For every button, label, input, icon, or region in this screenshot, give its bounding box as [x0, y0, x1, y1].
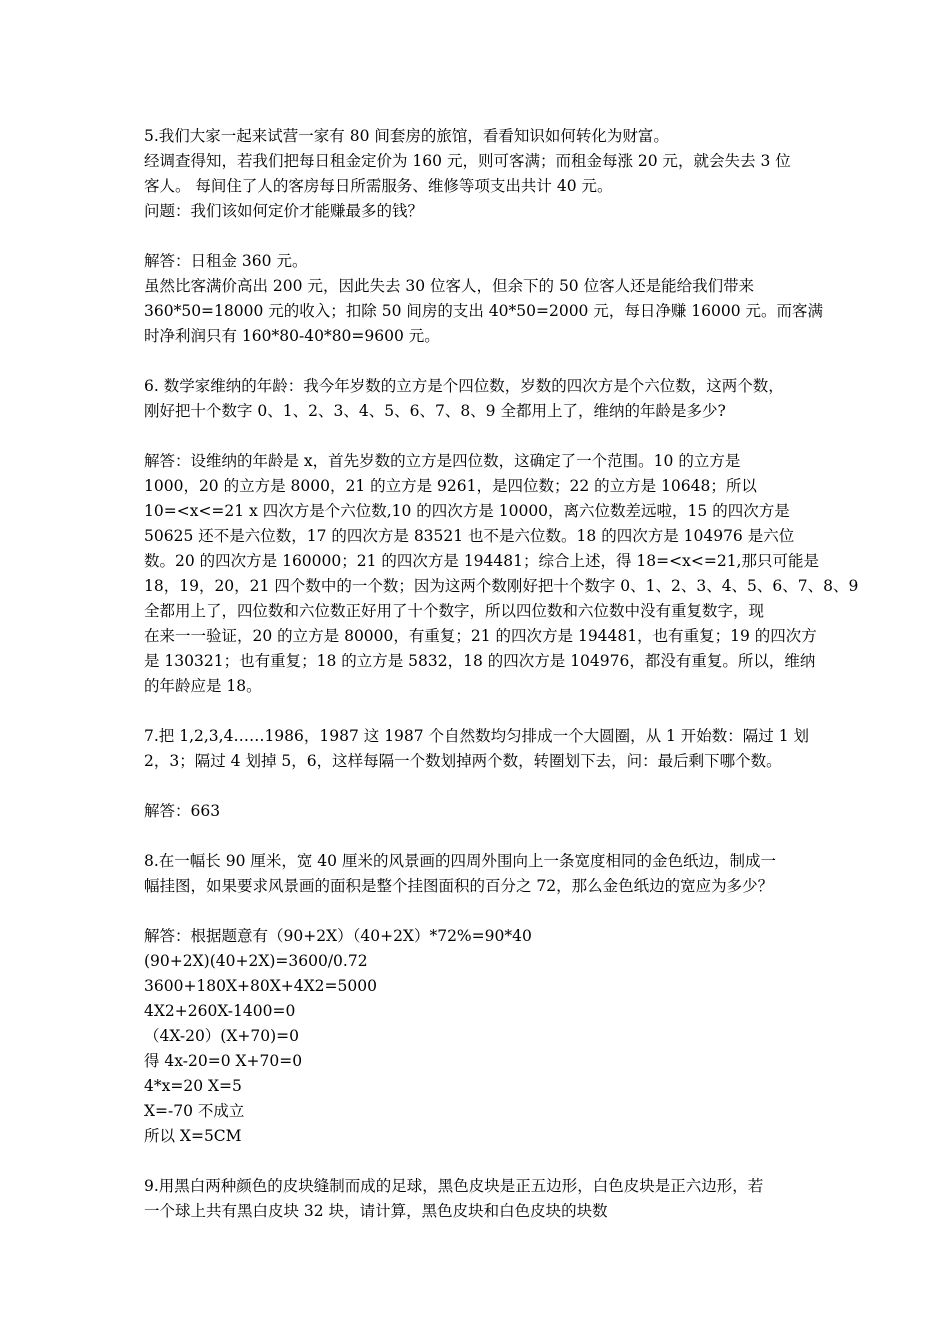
- text-line: 7.把 1,2,3,4……1986，1987 这 1987 个自然数均匀排成一个大圆圈，从 1 开始数：隔过 1 划: [144, 727, 809, 745]
- text-line: 解答：根据题意有（90+2X）（40+2X）*72%=90*40: [144, 927, 532, 945]
- blank-line: [144, 824, 814, 849]
- text-line: 4X2+260X-1400=0: [144, 1002, 296, 1020]
- text-line: 刚好把十个数字 0、1、2、3、4、5、6、7、8、9 全都用上了，维纳的年龄是多少?: [144, 402, 726, 420]
- text-line: 1000，20 的立方是 8000，21 的立方是 9261，是四位数；22 的立方是 10648；所以: [144, 477, 757, 495]
- text-line: 的年龄应是 18。: [144, 677, 262, 695]
- text-line: 是 130321；也有重复；18 的立方是 5832，18 的四次方是 104976，都没有重复。所以，维纳: [144, 652, 816, 670]
- blank-line: [144, 899, 814, 924]
- text-line: 18，19，20，21 四个数中的一个数；因为这两个数刚好把十个数字 0、1、2、3、4、5、6、7、8、9: [144, 577, 859, 595]
- text-line: 6. 数学家维纳的年龄：我今年岁数的立方是个四位数，岁数的四次方是个六位数，这两个数，: [144, 377, 784, 395]
- blank-line: [144, 774, 814, 799]
- text-line: 一个球上共有黑白皮块 32 块，请计算，黑色皮块和白色皮块的块数: [144, 1202, 608, 1220]
- document-body: [144, 124, 859, 1224]
- text-line: X=-70 不成立: [144, 1102, 245, 1120]
- text-line: 所以 X=5CM: [144, 1127, 242, 1145]
- text-line: 问题：我们该如何定价才能赚最多的钱？: [144, 202, 424, 220]
- text-line: 客人。 每间住了人的客房每日所需服务、维修等项支出共计 40 元。: [144, 177, 613, 195]
- text-line: 在来一一验证，20 的立方是 80000，有重复；21 的四次方是 194481，也有重复；19 的四次方: [144, 627, 817, 645]
- blank-line: [144, 1149, 814, 1174]
- text-line: 解答：日租金 360 元。: [144, 252, 308, 270]
- blank-line: [144, 699, 814, 724]
- text-line: 时净利润只有 160*80-40*80=9600 元。: [144, 327, 440, 345]
- text-line: 360*50=18000 元的收入；扣除 50 间房的支出 40*50=2000 元，每日净赚 16000 元。而客满: [144, 302, 824, 320]
- text-line: 4*x=20 X=5: [144, 1077, 242, 1095]
- text-line: 解答：设维纳的年龄是 x，首先岁数的立方是四位数，这确定了一个范围。10 的立方是: [144, 452, 741, 470]
- text-line: 幅挂图，如果要求风景画的面积是整个挂图面积的百分之 72，那么金色纸边的宽应为多少？: [144, 877, 774, 895]
- text-line: 5.我们大家一起来试营一家有 80 间套房的旅馆，看看知识如何转化为财富。: [144, 127, 669, 145]
- text-line: 解答：663: [144, 802, 221, 820]
- text-line: 得 4x-20=0 X+70=0: [144, 1052, 303, 1070]
- text-line: 数。20 的四次方是 160000；21 的四次方是 194481；综合上述，得 18=<x<=21,那只可能是: [144, 552, 819, 570]
- text-line: 50625 还不是六位数，17 的四次方是 83521 也不是六位数。18 的四次方是 104976 是六位: [144, 527, 795, 545]
- text-line: 虽然比客满价高出 200 元，因此失去 30 位客人，但余下的 50 位客人还是能给我们带来: [144, 277, 755, 295]
- text-line: 2，3；隔过 4 划掉 5，6，这样每隔一个数划掉两个数，转圈划下去，问：最后剩下哪个数。: [144, 752, 782, 770]
- text-line: 全都用上了，四位数和六位数正好用了十个数字，所以四位数和六位数中没有重复数字，现: [144, 602, 765, 620]
- text-line: 经调查得知，若我们把每日租金定价为 160 元，则可客满；而租金每涨 20 元，就会失去 3 位: [144, 152, 791, 170]
- blank-line: [144, 224, 814, 249]
- text-line: （4X-20）(X+70)=0: [144, 1027, 299, 1045]
- blank-line: [144, 424, 814, 449]
- text-line: 9.用黑白两种颜色的皮块缝制而成的足球，黑色皮块是正五边形，白色皮块是正六边形，若: [144, 1177, 764, 1195]
- text-line: (90+2X)(40+2X)=3600/0.72: [144, 952, 368, 970]
- text-line: 8.在一幅长 90 厘米，宽 40 厘米的风景画的四周外围向上一条宽度相同的金色纸边，制成一: [144, 852, 776, 870]
- text-line: 3600+180X+80X+4X2=5000: [144, 977, 377, 995]
- blank-line: [144, 349, 814, 374]
- text-line: 10=<x<=21 x 四次方是个六位数,10 的四次方是 10000，离六位数差远啦，15 的四次方是: [144, 502, 790, 520]
